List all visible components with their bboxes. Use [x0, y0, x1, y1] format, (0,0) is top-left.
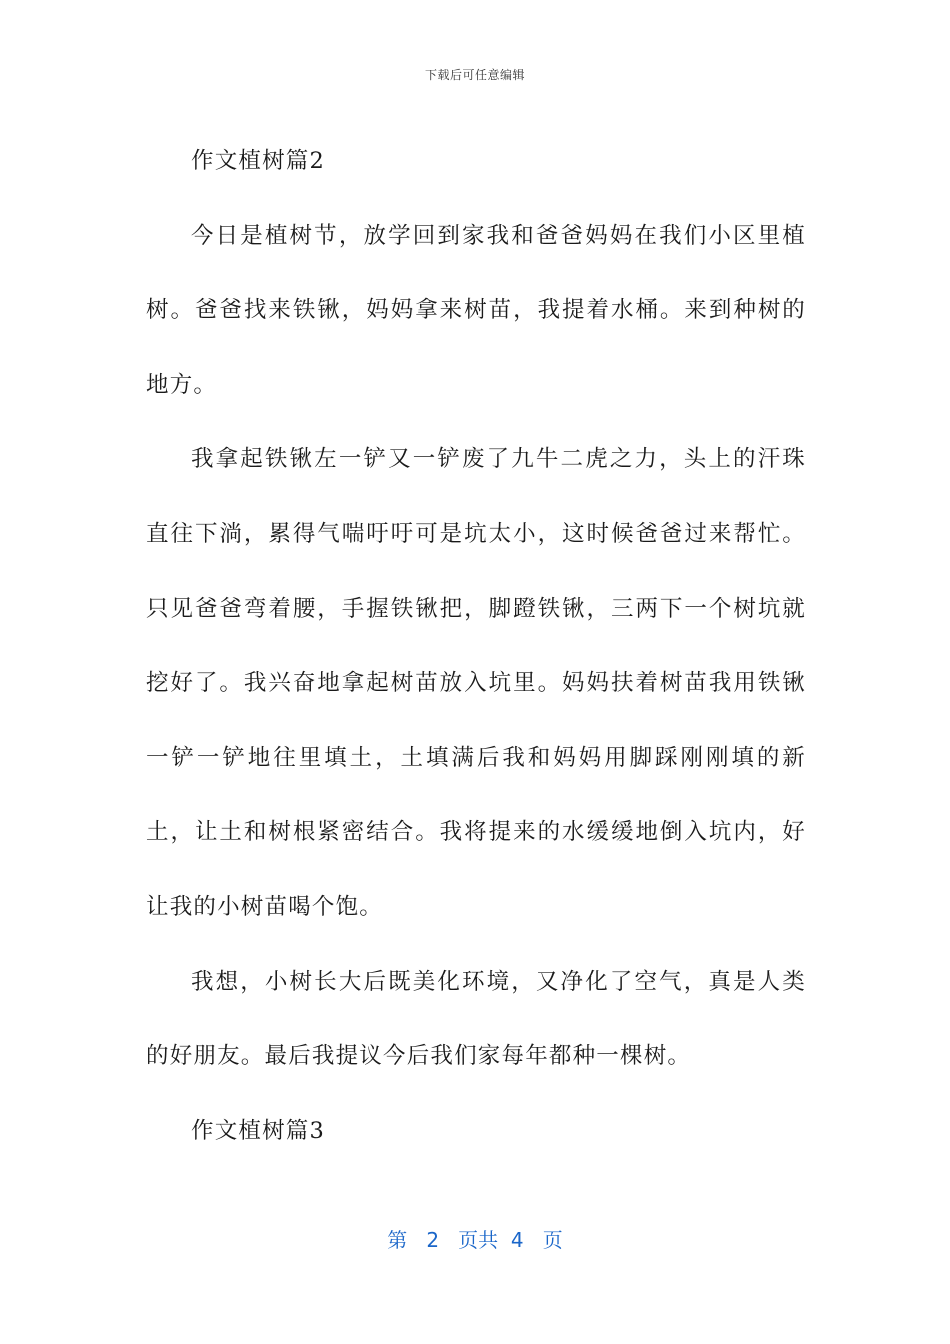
section-heading: 作文植树篇3	[191, 1117, 326, 1144]
section-heading: 作文植树篇2	[191, 148, 326, 174]
footer-suffix: 页	[542, 1228, 563, 1252]
page-footer	[0, 1224, 950, 1253]
paragraph: 我想，小树长大后既美化环境，又净化了空气，真是人类的好朋友。最后我提议今后我们家每年都种一棵树。	[146, 968, 806, 1070]
page-header: 下载后可任意编辑	[424, 68, 525, 82]
current-page-number: 2	[426, 1228, 440, 1252]
footer-middle: 页共	[458, 1228, 499, 1252]
paragraph: 我拿起铁锹左一铲又一铲废了九牛二虎之力，头上的汗珠直往下淌，累得气喘吁吁可是坑太小，这时候爸爸过来帮忙。只见爸爸弯着腰，手握铁锹把，脚蹬铁锹，三两下一个树坑就挖好了。我兴奋地拿起树苗放入坑里。妈妈扶着树苗我用铁锹一铲一铲地往里填土，土填满后我和妈妈用脚踩刚刚填的新土，让土和树根紧密结合。我将提来的水缓缓地倒入坑内，好让我的小树苗喝个饱。	[146, 446, 806, 920]
footer-prefix: 第	[387, 1228, 408, 1252]
document-body	[146, 124, 806, 1168]
total-pages-number: 4	[510, 1228, 524, 1252]
paragraph: 今日是植树节，放学回到家我和爸爸妈妈在我们小区里植树。爸爸找来铁锹，妈妈拿来树苗，我提着水桶。来到种树的地方。	[146, 222, 806, 398]
